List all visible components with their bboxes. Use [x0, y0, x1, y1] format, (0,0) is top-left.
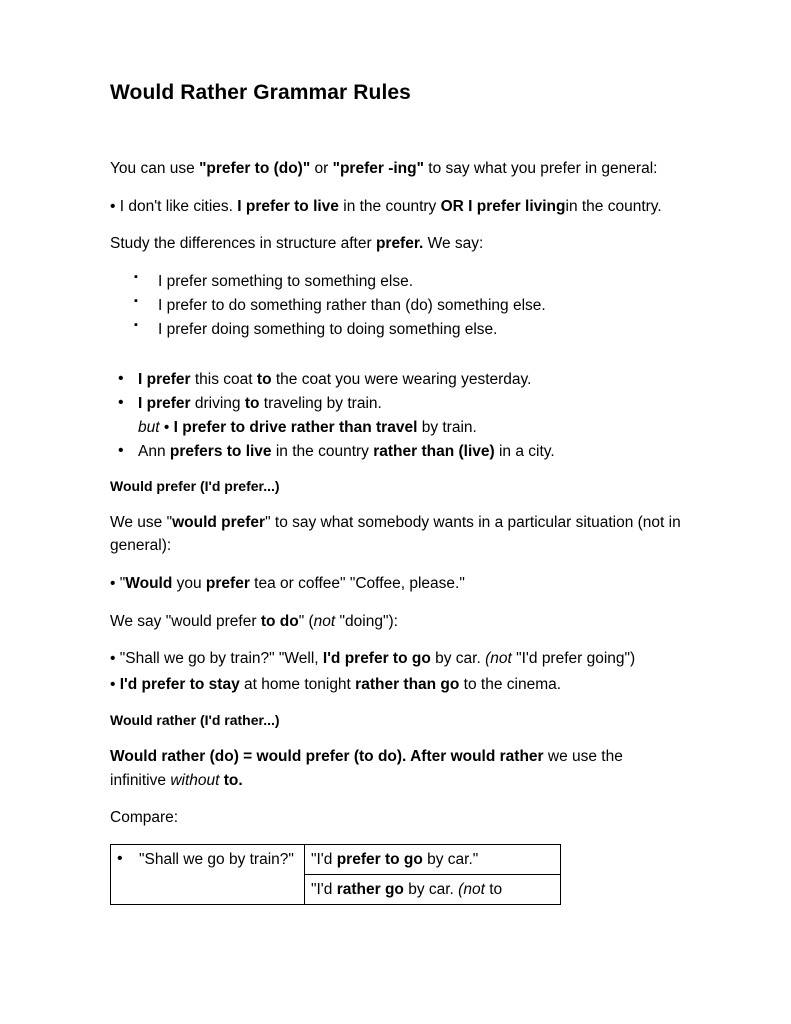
cell-text-1: "I'd — [311, 850, 337, 868]
wr-text-1: (to do). After — [349, 748, 451, 766]
list-item: ▪ I prefer doing something to doing something else. — [132, 318, 681, 342]
page-title: Would Rather Grammar Rules — [110, 81, 411, 104]
ex-bold: I prefer — [138, 394, 191, 412]
spacer — [110, 356, 681, 368]
ex-italic: but — [138, 418, 160, 436]
ex-bold: to — [244, 394, 260, 412]
wr-text-2: we use the infinitive — [110, 748, 623, 789]
wp-text-1: We use " — [110, 513, 173, 531]
example-text-3: in the country. — [565, 197, 662, 215]
bullet-glyph: • — [110, 650, 120, 668]
list-item — [110, 416, 681, 440]
wp-say-text-1: We say "would prefer — [110, 612, 261, 630]
cell-bold-2: rather go — [336, 881, 404, 899]
ex-text: the coat you were wearing yesterday. — [271, 370, 532, 388]
section-heading-would-rather: Would rather (I'd rather...) — [110, 712, 280, 729]
would-prefer-example-1 — [110, 572, 681, 596]
wp-ex-bold-2: prefer — [205, 575, 250, 593]
example-text-1: I don't like cities. — [119, 197, 238, 215]
compare-label: Compare: — [110, 809, 179, 827]
intro-text-3: to say what you prefer in general: — [423, 160, 658, 178]
ex-text: in a city. — [494, 442, 555, 460]
wp-text-2: " to say what somebody wants in a particular situation (not in general): — [110, 513, 681, 555]
would-rather-rule — [110, 745, 681, 792]
ex-text: traveling by train. — [259, 394, 382, 412]
would-prefer-intro — [110, 511, 681, 558]
intro-bold-1: "prefer to (do)" — [199, 160, 311, 178]
wp-ex3-text-1: at home tonight — [239, 675, 356, 693]
wp-ex2-text-2: by car. — [430, 650, 486, 668]
list-item — [110, 392, 681, 416]
study-text-2: We say: — [423, 235, 484, 253]
example-text-2: in the country — [338, 197, 441, 215]
wp-ex2-bold-1: I'd prefer to go — [322, 650, 431, 668]
wp-say-text-2: " ( — [298, 612, 314, 630]
would-prefer-example-3 — [110, 673, 681, 697]
cell-text-5: to — [484, 881, 503, 899]
ex-text: • — [159, 418, 174, 436]
wp-ex2-text-3: "I'd prefer going") — [511, 650, 636, 668]
intro-bold-2: "prefer -ing" — [332, 160, 424, 178]
wp-ex-text-1: " — [119, 575, 126, 593]
ex-bold: rather than (live) — [373, 442, 495, 460]
compare-table — [110, 844, 561, 906]
wp-ex2-italic-1: (not — [485, 650, 512, 668]
cell-text-2: by car." — [422, 850, 479, 868]
wp-ex2-text-1: "Shall we go by train?" "Well, — [119, 650, 323, 668]
ex-text: Ann — [138, 442, 170, 460]
wp-ex3-bold-1: I'd prefer to stay — [119, 675, 240, 693]
ex-text: driving — [190, 394, 245, 412]
example-bold-1: I prefer to live — [237, 197, 339, 215]
section-heading-would-prefer: Would prefer (I'd prefer...) — [110, 477, 280, 494]
cell-bold-1: prefer to go — [336, 850, 423, 868]
bullet-glyph: • — [110, 575, 120, 593]
wp-ex-text-2: you — [172, 575, 206, 593]
ex-text: this coat — [190, 370, 257, 388]
study-bold-1: prefer. — [375, 235, 424, 253]
cell-text-3: "I'd — [311, 881, 337, 899]
list-item — [110, 368, 681, 392]
prefer-examples-list — [110, 368, 681, 464]
wp-say-italic-1: not — [313, 612, 336, 630]
ex-text: by train. — [417, 418, 477, 436]
study-text-1: Study the differences in structure after — [110, 235, 376, 253]
wp-bold-1: would prefer — [172, 513, 266, 531]
would-prefer-example-2 — [110, 647, 681, 671]
wp-say-text-3: "doing"): — [335, 612, 398, 630]
intro-text-1: You can use — [110, 160, 200, 178]
ex-bold: prefers to live — [169, 442, 272, 460]
ex-bold: to — [256, 370, 272, 388]
wp-say-bold-1: to do — [260, 612, 299, 630]
list-item: ▪ I prefer to do something rather than (do) something else. — [132, 294, 681, 318]
wr-bold-2: would rather — [450, 748, 544, 766]
table-cell-left — [111, 844, 305, 905]
bullet-glyph: • — [110, 197, 120, 215]
wp-ex3-bold-2: rather than go — [355, 675, 460, 693]
wr-italic-1: without — [170, 771, 220, 789]
structure-list — [110, 270, 681, 342]
intro-text-2: or — [310, 160, 333, 178]
cell-text-4: by car. — [403, 881, 459, 899]
example-general — [110, 195, 681, 219]
wp-ex-text-3: tea or coffee" "Coffee, please." — [249, 575, 465, 593]
table-row — [111, 844, 561, 874]
wp-ex-bold-1: Would — [125, 575, 173, 593]
wr-bold-1: Would rather (do) = would prefer — [110, 748, 350, 766]
table-cell-right-2 — [305, 875, 561, 905]
study-line — [110, 232, 681, 256]
ex-text: in the country — [271, 442, 374, 460]
ex-bold: I prefer — [138, 370, 191, 388]
cell-italic-1: (not — [458, 881, 485, 899]
list-item: ▪ I prefer something to something else. — [132, 270, 681, 294]
wp-ex3-text-2: to the cinema. — [459, 675, 562, 693]
list-item — [110, 440, 681, 464]
intro-paragraph — [110, 157, 681, 181]
would-prefer-say-line — [110, 610, 681, 634]
example-bold-2: OR I prefer living — [440, 197, 566, 215]
table-cell-right-1 — [305, 844, 561, 874]
bullet-glyph: • — [110, 675, 120, 693]
ex-bold: I prefer to drive rather than travel — [173, 418, 418, 436]
wr-bold-3: to. — [219, 771, 243, 789]
cell-text: • "Shall we go by train?" — [117, 848, 299, 871]
